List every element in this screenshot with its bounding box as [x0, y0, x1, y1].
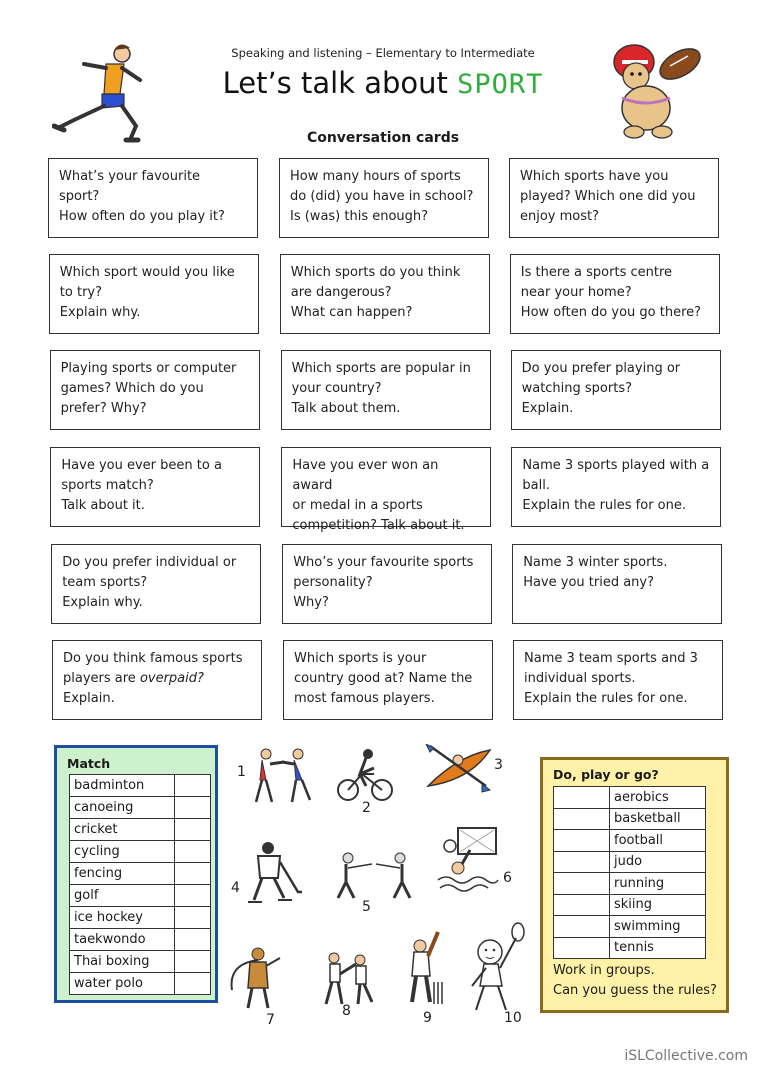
dpg-answer-blank[interactable] — [554, 851, 610, 873]
dpg-row — [554, 894, 706, 916]
conversation-card — [509, 158, 719, 238]
picture-number: 7 — [266, 1012, 275, 1028]
picture-number: 2 — [362, 800, 371, 816]
match-answer-blank[interactable] — [175, 841, 211, 863]
match-row — [70, 819, 211, 841]
conversation-card — [511, 350, 721, 430]
conversation-card — [51, 544, 261, 624]
cricket-picture — [400, 930, 446, 1006]
conversation-card — [283, 640, 493, 720]
golf-picture — [228, 946, 284, 1010]
match-row — [70, 907, 211, 929]
card-line: Is (was) this enough? — [290, 209, 429, 224]
card-line: Who’s your favourite sports — [293, 555, 474, 570]
football-bear-illustration — [606, 38, 708, 140]
card-line: Have you ever won an award — [292, 458, 439, 493]
badminton-picture — [466, 920, 528, 1014]
match-answer-blank[interactable] — [175, 951, 211, 973]
conversation-card — [48, 158, 258, 238]
conversation-card — [510, 254, 720, 334]
worksheet-subtitle: Speaking and listening – Elementary to Intermediate — [231, 46, 535, 60]
card-line: prefer? Why? — [60, 401, 147, 416]
dpg-activity: football — [610, 830, 706, 852]
card-line: Name 3 sports played with a — [522, 458, 710, 473]
dpg-activity: skiing — [610, 894, 706, 916]
card-line: Which sports have you — [520, 169, 669, 184]
card-line: Explain. — [63, 691, 115, 706]
conversation-card — [511, 447, 721, 527]
card-line: individual sports. — [524, 671, 636, 686]
do-play-go-note-1: Work in groups. — [553, 963, 655, 978]
card-line: Talk about it. — [61, 498, 145, 513]
match-answer-blank[interactable] — [175, 907, 211, 929]
emphasis-word: overpaid? — [139, 671, 204, 686]
card-line: near your home? — [520, 285, 632, 300]
match-answer-blank[interactable] — [175, 819, 211, 841]
match-sport: Thai boxing — [70, 951, 175, 973]
picture-number: 10 — [504, 1010, 522, 1026]
match-sport: water polo — [70, 973, 175, 995]
match-sport: cycling — [70, 841, 175, 863]
card-line: Which sports are popular in — [291, 361, 471, 376]
card-line: enjoy most? — [520, 209, 600, 224]
match-sport: fencing — [70, 863, 175, 885]
dpg-answer-blank[interactable] — [554, 873, 610, 895]
conversation-card — [50, 447, 260, 527]
card-line: How often do you go there? — [520, 305, 702, 320]
picture-number: 1 — [237, 764, 246, 780]
dpg-activity: aerobics — [610, 787, 706, 809]
match-row — [70, 951, 211, 973]
dpg-activity: basketball — [610, 808, 706, 830]
card-line: Do you prefer playing or — [521, 361, 681, 376]
match-row — [70, 841, 211, 863]
dpg-row — [554, 851, 706, 873]
dpg-answer-blank[interactable] — [554, 787, 610, 809]
do-play-go-note-2: Can you guess the rules? — [553, 983, 717, 998]
match-answer-blank[interactable] — [175, 863, 211, 885]
card-line: Have you ever been to a — [61, 458, 222, 473]
match-title: Match — [67, 756, 111, 771]
card-line: ball. — [522, 478, 550, 493]
match-row — [70, 929, 211, 951]
conversation-card — [282, 544, 492, 624]
card-line: Which sports do you think — [290, 265, 461, 280]
match-table — [69, 774, 211, 995]
conversation-card — [49, 254, 259, 334]
match-row — [70, 775, 211, 797]
match-answer-blank[interactable] — [175, 929, 211, 951]
card-line: What’s your favourite — [59, 169, 201, 184]
card-line: Name 3 winter sports. — [523, 555, 668, 570]
canoeing-picture — [424, 744, 492, 796]
dpg-row — [554, 873, 706, 895]
watermark: iSLCollective.com — [624, 1048, 748, 1064]
match-answer-blank[interactable] — [175, 973, 211, 995]
match-answer-blank[interactable] — [175, 885, 211, 907]
card-line: How often do you play it? — [59, 209, 225, 224]
dpg-row — [554, 808, 706, 830]
dpg-row — [554, 937, 706, 959]
card-line: Which sports is your — [294, 651, 427, 666]
dpg-answer-blank[interactable] — [554, 808, 610, 830]
do-play-go-table — [553, 786, 706, 959]
conversation-cards-heading: Conversation cards — [306, 130, 460, 146]
card-line: played? Which one did you — [520, 189, 696, 204]
card-line — [523, 593, 711, 613]
card-line: Have you tried any? — [523, 575, 655, 590]
picture-number: 3 — [494, 757, 503, 773]
card-line: your country? — [291, 381, 382, 396]
card-line: Why? — [293, 595, 329, 610]
card-line: are dangerous? — [290, 285, 392, 300]
card-line: personality? — [293, 575, 373, 590]
dpg-activity: swimming — [610, 916, 706, 938]
match-answer-blank[interactable] — [175, 797, 211, 819]
match-sport: cricket — [70, 819, 175, 841]
match-row — [70, 885, 211, 907]
conversation-card — [279, 158, 489, 238]
thai-boxing-picture — [252, 746, 314, 806]
match-row — [70, 863, 211, 885]
match-row — [70, 973, 211, 995]
cycling-picture — [336, 746, 394, 804]
match-sport: taekwondo — [70, 929, 175, 951]
card-line: Name 3 team sports and 3 — [524, 651, 698, 666]
title-main: Let’s talk about — [222, 66, 448, 100]
card-line: most famous players. — [294, 691, 435, 706]
picture-number: 8 — [342, 1003, 351, 1019]
conversation-card — [281, 447, 491, 533]
do-play-go-box — [540, 757, 729, 1013]
card-line: Explain why. — [62, 595, 143, 610]
ice-hockey-picture — [240, 840, 304, 904]
card-line: Playing sports or computer — [60, 361, 237, 376]
match-sport: canoeing — [70, 797, 175, 819]
dpg-answer-blank[interactable] — [554, 894, 610, 916]
match-answer-blank[interactable] — [175, 775, 211, 797]
conversation-card — [50, 350, 260, 430]
card-line: games? Which do you — [60, 381, 204, 396]
match-sport: ice hockey — [70, 907, 175, 929]
card-line: to try? — [59, 285, 103, 300]
conversation-card — [280, 254, 490, 334]
card-line: sport? — [59, 189, 100, 204]
card-line: country good at? Name the — [294, 671, 473, 686]
runner-illustration — [52, 40, 152, 144]
dpg-activity: running — [610, 873, 706, 895]
card-line: watching sports? — [521, 381, 633, 396]
card-line: sports match? — [61, 478, 154, 493]
card-line: Explain why. — [59, 305, 141, 320]
card-line: Which sport would you like — [59, 265, 235, 280]
card-line: How many hours of sports — [290, 169, 461, 184]
dpg-answer-blank[interactable] — [554, 937, 610, 959]
card-line: Do you think famous sports — [63, 651, 243, 666]
taekwondo-picture — [320, 950, 376, 1008]
match-exercise-box — [54, 745, 218, 1003]
card-line: or medal in a sports — [292, 498, 423, 513]
do-play-go-title: Do, play or go? — [553, 767, 659, 782]
picture-number: 6 — [503, 870, 512, 886]
title-accent: SPORT — [457, 69, 544, 100]
water-polo-picture — [436, 824, 500, 894]
dpg-answer-blank[interactable] — [554, 916, 610, 938]
card-line: players are overpaid? — [63, 671, 204, 686]
card-line: Do you prefer individual or — [62, 555, 237, 570]
picture-number: 5 — [362, 899, 371, 915]
card-line: Explain the rules for one. — [524, 691, 688, 706]
card-line: competition? Talk about it. — [292, 518, 465, 533]
dpg-answer-blank[interactable] — [554, 830, 610, 852]
match-sport: golf — [70, 885, 175, 907]
fencing-picture — [334, 850, 414, 900]
dpg-activity: judo — [610, 851, 706, 873]
card-line: do (did) you have in school? — [290, 189, 474, 204]
card-line: What can happen? — [290, 305, 413, 320]
conversation-card — [281, 350, 491, 430]
card-line: Is there a sports centre — [520, 265, 673, 280]
card-line: Talk about them. — [291, 401, 401, 416]
dpg-row — [554, 916, 706, 938]
match-row — [70, 797, 211, 819]
picture-number: 4 — [231, 880, 240, 896]
card-line: team sports? — [62, 575, 148, 590]
card-line: Explain the rules for one. — [522, 498, 687, 513]
dpg-row — [554, 787, 706, 809]
conversation-card — [513, 640, 723, 720]
conversation-card — [52, 640, 262, 720]
dpg-activity: tennis — [610, 937, 706, 959]
picture-number: 9 — [423, 1010, 432, 1026]
conversation-card — [512, 544, 722, 624]
dpg-row — [554, 830, 706, 852]
match-sport: badminton — [70, 775, 175, 797]
card-line: Explain. — [521, 401, 574, 416]
